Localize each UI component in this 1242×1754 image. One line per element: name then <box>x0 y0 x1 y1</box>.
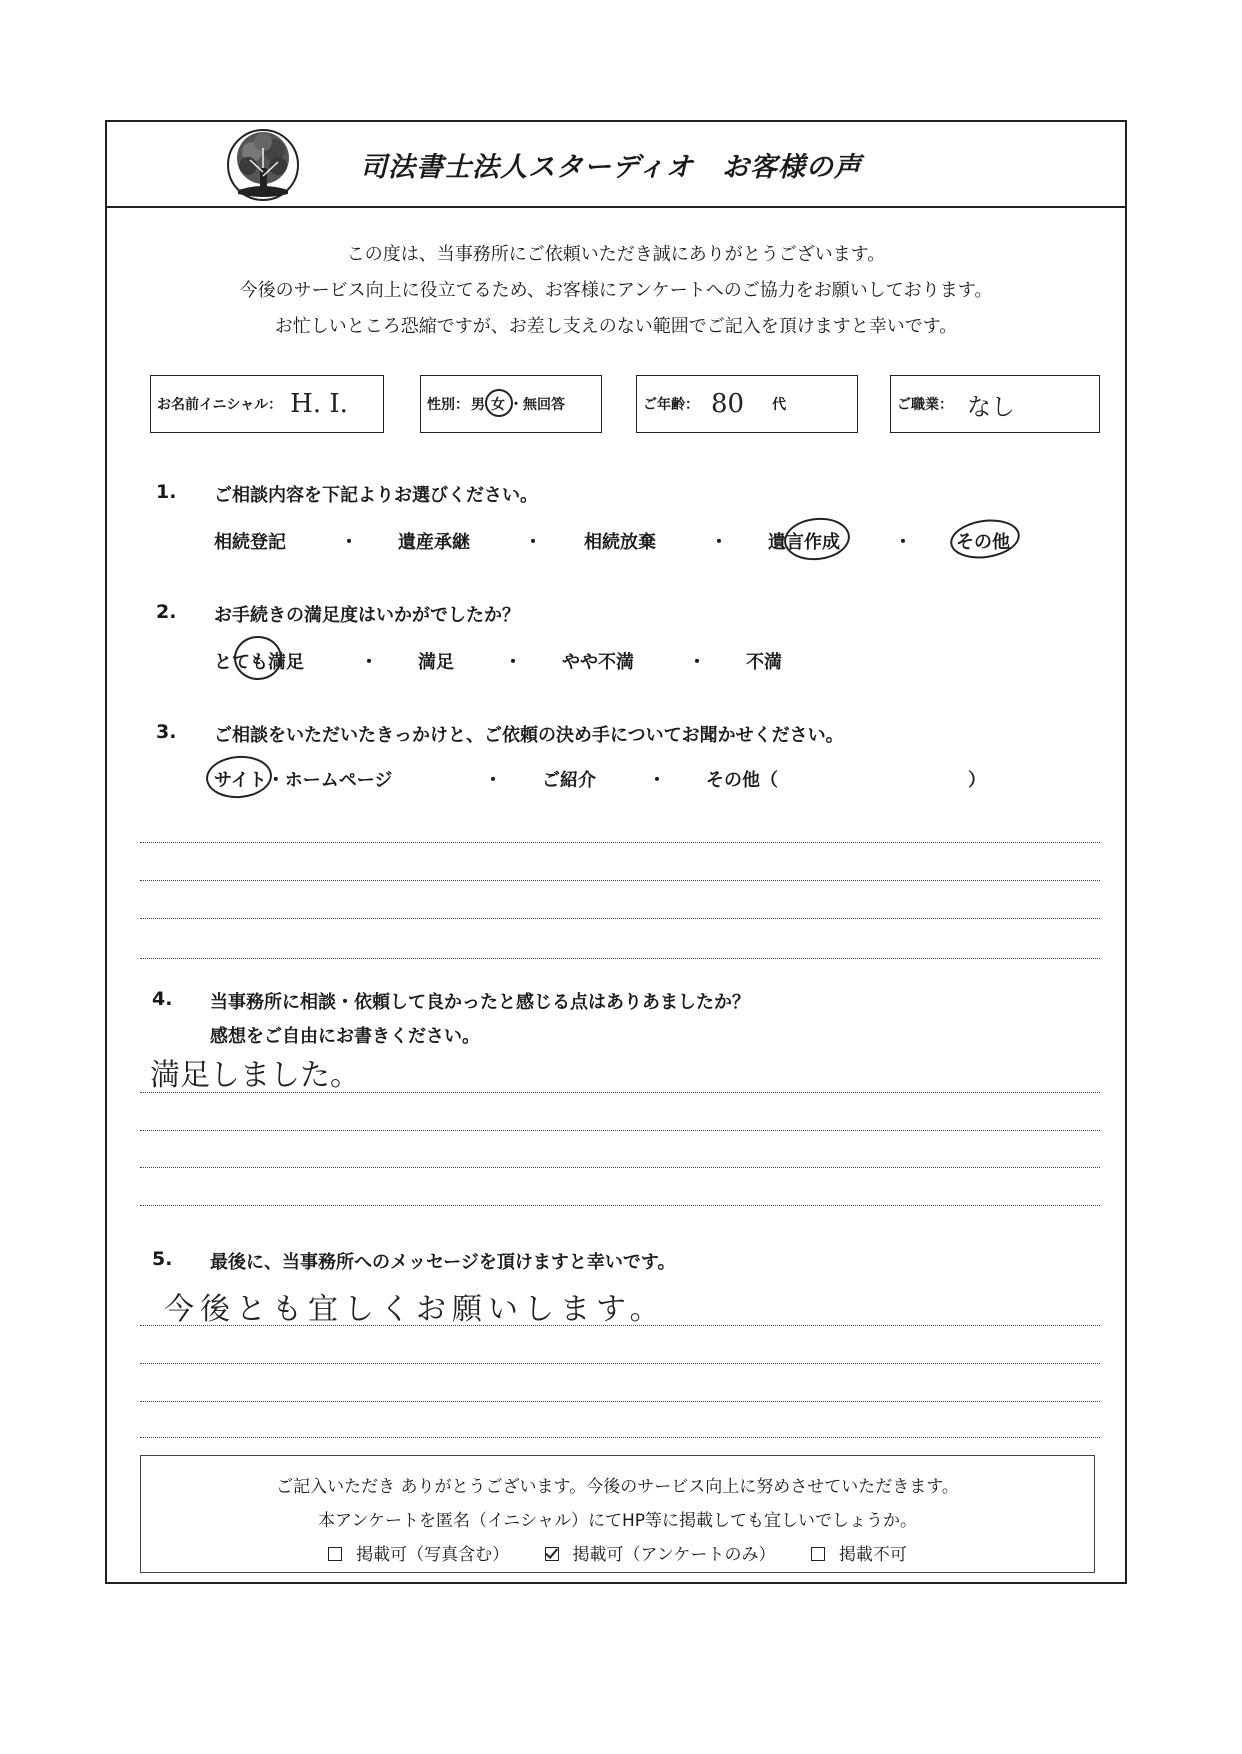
q4-text-2: 感想をご自由にお書きください。 <box>210 1026 480 1047</box>
q4-number: 4. <box>152 988 173 1010</box>
age-label: ご年齢： <box>643 397 699 413</box>
consent-option-label: 掲載可（写真含む） <box>356 1545 510 1565</box>
option-separator: ・ <box>484 770 502 791</box>
q2-option-yaya-fuman[interactable]: やや不満 <box>562 652 634 673</box>
answer-line[interactable] <box>140 1205 1100 1206</box>
q1-option-yuigon-sakusei[interactable]: 遺言作成 <box>768 532 840 553</box>
option-separator: ・ <box>360 652 378 673</box>
answer-line[interactable] <box>140 1167 1100 1168</box>
age-suffix: 代 <box>772 397 787 413</box>
selected-circle-mark <box>485 389 513 417</box>
gender-label: 性別： <box>427 397 469 413</box>
gender-male-option[interactable]: 男 <box>471 397 485 413</box>
intro-line-2: 今後のサービス向上に役立てるため、お客様にアンケートへのご協力をお願いしております。 <box>239 280 993 301</box>
option-separator: ・ <box>504 652 522 673</box>
name-initial-box[interactable] <box>150 375 384 433</box>
q5-number: 5. <box>152 1248 173 1270</box>
tree-logo-icon <box>226 128 300 202</box>
consent-option-no-publish[interactable] <box>811 1545 907 1565</box>
q3-option-sonota[interactable]: その他（ <box>706 770 778 791</box>
consent-options <box>140 1540 1095 1565</box>
q2-option-fuman[interactable]: 不満 <box>746 652 782 673</box>
option-separator: ・ <box>648 770 666 791</box>
q5-text: 最後に、当事務所へのメッセージを頂けますと幸いです。 <box>210 1252 676 1273</box>
option-separator: ・ <box>710 532 728 553</box>
gender-female-option[interactable] <box>491 394 505 414</box>
gender-box[interactable] <box>420 375 602 433</box>
gender-no-answer-option[interactable]: ・無回答 <box>509 397 565 413</box>
footer-consent-question: 本アンケートを匿名（イニシャル）にてHP等に掲載しても宜しいでしょうか。 <box>318 1511 917 1531</box>
q2-text: お手続きの満足度はいかがでしたか？ <box>214 605 520 626</box>
answer-line[interactable] <box>140 880 1100 881</box>
q3-other-close-paren: ） <box>968 770 986 791</box>
answer-line[interactable] <box>140 918 1100 919</box>
answer-line[interactable] <box>140 1401 1100 1402</box>
intro-line-3: お忙しいところ恐縮ですが、お差し支えのない範囲でご記入を頂けますと幸いです。 <box>274 316 958 337</box>
q1-option-souzoku-houki[interactable]: 相続放棄 <box>584 532 656 553</box>
q1-option-souzoku-touki[interactable]: 相続登記 <box>214 532 286 553</box>
q1-option-sonota[interactable]: その他 <box>956 532 1010 553</box>
intro-line-1: この度は、当事務所にご依頼いただき誠にありがとうございます。 <box>346 244 886 265</box>
answer-line[interactable] <box>140 1325 1100 1326</box>
checked-checkbox-icon[interactable] <box>545 1547 559 1561</box>
consent-option-with-photo[interactable] <box>328 1545 514 1565</box>
answer-line[interactable] <box>140 1363 1100 1364</box>
consent-option-label: 掲載不可 <box>838 1545 907 1565</box>
q2-option-manzoku[interactable]: 満足 <box>418 652 454 673</box>
q3-option-goshoukai[interactable]: ご紹介 <box>542 770 596 791</box>
answer-line[interactable] <box>140 1092 1100 1093</box>
q3-text: ご相談をいただいたきっかけと、ご依頼の決め手についてお聞かせください。 <box>214 725 844 746</box>
answer-line[interactable] <box>140 1130 1100 1131</box>
age-value: 80 <box>711 389 745 419</box>
q2-number: 2. <box>156 601 177 623</box>
option-separator: ・ <box>688 652 706 673</box>
option-separator: ・ <box>524 532 542 553</box>
selected-circle-mark <box>234 636 282 680</box>
name-initial-label: お名前イニシャル： <box>157 397 283 413</box>
q3-number: 3. <box>156 721 177 743</box>
q3-option-site-homepage[interactable]: サイト・ホームページ <box>214 770 393 791</box>
occupation-box[interactable] <box>890 375 1100 433</box>
survey-sheet <box>105 120 1127 1584</box>
q2-option-totemo-manzoku[interactable]: とても満足 <box>214 652 304 673</box>
q5-handwritten-answer: 今後とも宜しくお願いします。 <box>164 1292 666 1327</box>
q4-text: 当事務所に相談・依頼して良かったと感じる点はありあましたか？ <box>210 992 750 1013</box>
checkbox-icon[interactable] <box>328 1547 342 1561</box>
name-initial-value: H. I. <box>290 389 348 419</box>
answer-line[interactable] <box>140 958 1100 959</box>
consent-option-survey-only[interactable] <box>545 1545 781 1565</box>
q1-number: 1. <box>156 481 177 503</box>
option-separator: ・ <box>340 532 358 553</box>
q4-handwritten-answer: 満足しました。 <box>150 1058 360 1093</box>
q1-text: ご相談内容を下記よりお選びください。 <box>214 485 538 506</box>
occupation-value: なし <box>967 392 1015 421</box>
footer-thanks-text: ご記入いただき ありがとうございます。今後のサービス向上に努めさせていただきます。 <box>276 1477 959 1497</box>
answer-line[interactable] <box>140 1437 1100 1438</box>
age-box[interactable] <box>636 375 858 433</box>
gender-female-label: 女 <box>491 397 505 413</box>
answer-line[interactable] <box>140 842 1100 843</box>
checkbox-icon[interactable] <box>811 1547 825 1561</box>
consent-option-label: 掲載可（アンケートのみ） <box>572 1545 776 1565</box>
page-title: 司法書士法人スターディオ お客様の声 <box>360 152 862 183</box>
q1-option-isan-shoukei[interactable]: 遺産承継 <box>398 532 470 553</box>
option-separator: ・ <box>894 532 912 553</box>
occupation-label: ご職業： <box>897 397 953 413</box>
